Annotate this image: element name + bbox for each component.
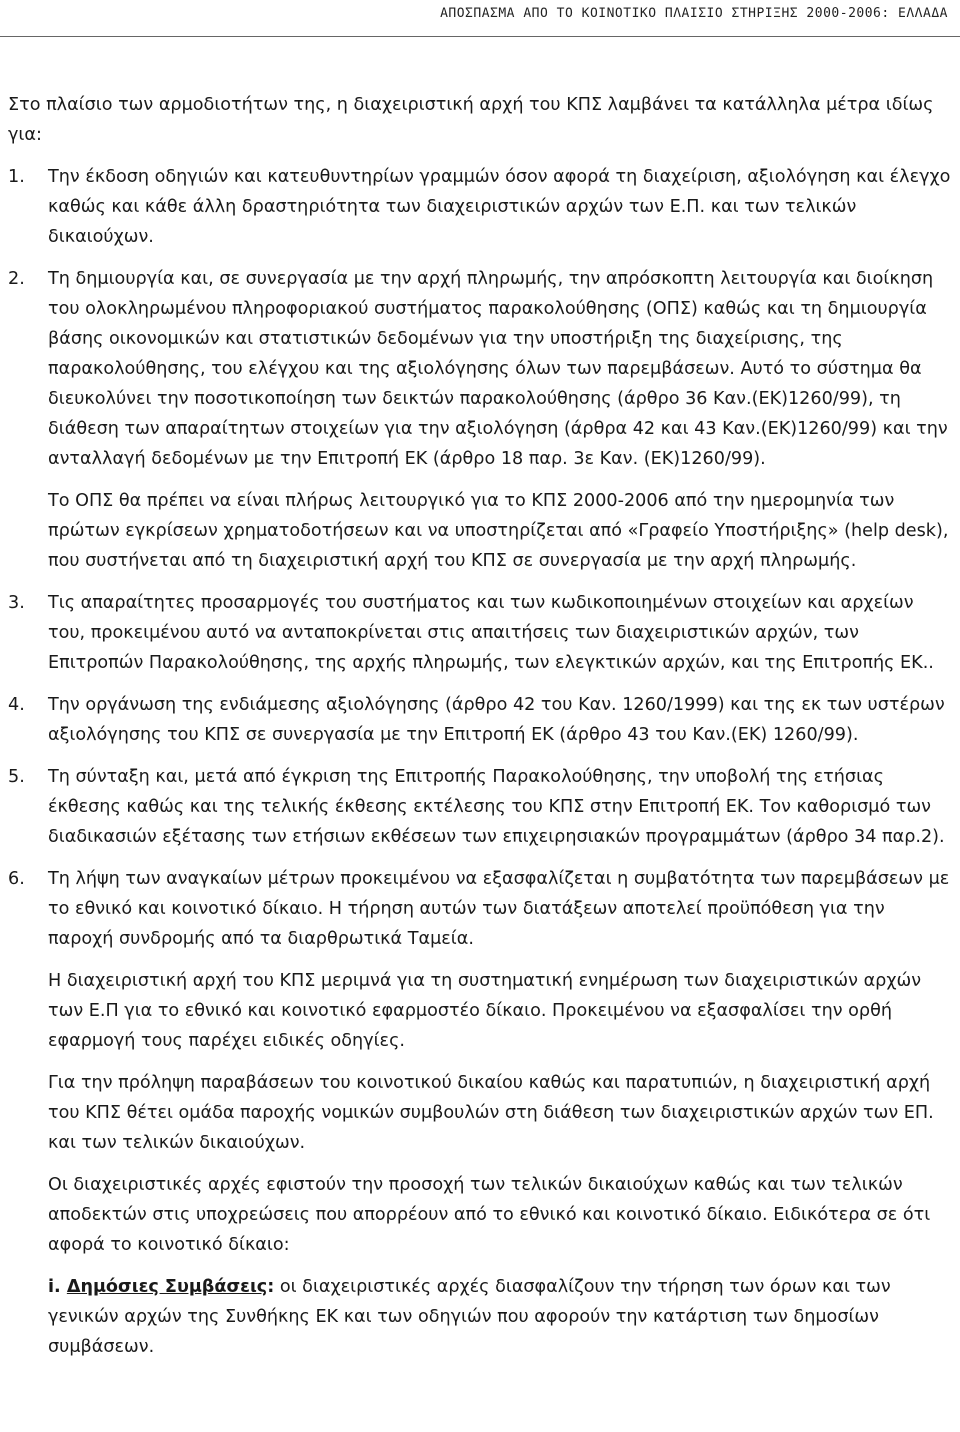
public-contracts-colon: : — [267, 1277, 275, 1297]
list-item-5 — [8, 762, 953, 852]
public-contracts-heading: Δημόσιες Συμβάσεις — [66, 1277, 268, 1297]
public-contracts-text: οι διαχειριστικές αρχές διασφαλίζουν την τήρηση των όρων και των γενικών αρχών της Συνθήκης ΕΚ και των οδηγιών που αφορούν την κατάρτιση των δημοσίων συμβάσεων. — [48, 1277, 891, 1357]
list-item-3 — [8, 588, 953, 678]
item-2-subparagraph: Το ΟΠΣ θα πρέπει να είναι πλήρως λειτουργικό για το ΚΠΣ 2000-2006 από την ημερομηνία των πρώτων εγκρίσεων χρηματοδοτήσεων και να υποστηρίζεται από «Γραφείο Υποστήριξης» (help desk), που συστήνεται από τη διαχειριστική αρχή του ΚΠΣ σε συνεργασία με την αρχή πληρωμής. — [48, 491, 949, 571]
item-number: 3. — [8, 593, 25, 613]
public-contracts-item — [8, 1272, 953, 1362]
paragraph-obligations: Οι διαχειριστικές αρχές εφιστούν την προσοχή των τελικών δικαιούχων καθώς και των τελικών αποδεκτών στις υποχρεώσεις που απορρέουν από το εθνικό και κοινοτικό δίκαιο. Ειδικότερα σε ότι αφορά το κοινοτικό δίκαιο: — [48, 1175, 931, 1255]
item-number: 6. — [8, 869, 25, 889]
public-contracts-prefix: i. — [48, 1277, 67, 1297]
header-rule — [0, 36, 960, 37]
item-number: 5. — [8, 767, 25, 787]
document-body — [8, 90, 953, 1374]
item-text: Την οργάνωση της ενδιάμεσης αξιολόγησης (άρθρο 42 του Καν. 1260/1999) και της εκ των υστέρων αξιολόγησης του ΚΠΣ σε συνεργασία με την Επιτροπή ΕΚ (άρθρο 43 του Καν.(ΕΚ) 1260/99). — [48, 695, 945, 745]
paragraph-legal-updates: Η διαχειριστική αρχή του ΚΠΣ μεριμνά για τη συστηματική ενημέρωση των διαχειριστικών αρχών των Ε.Π για το εθνικό και κοινοτικό εφαρμοστέο δίκαιο. Προκειμένου να εξασφαλίσει την ορθή εφαρμογή τους παρέχει ειδικές οδηγίες. — [48, 971, 922, 1051]
intro-paragraph: Στο πλαίσιο των αρμοδιοτήτων της, η διαχειριστική αρχή του ΚΠΣ λαμβάνει τα κατάλληλα μέτρα ιδίως για: — [8, 95, 934, 145]
paragraph-legal-advice: Για την πρόληψη παραβάσεων του κοινοτικού δικαίου καθώς και παρατυπιών, η διαχειριστική αρχή του ΚΠΣ θέτει ομάδα παροχής νομικών συμβουλών στη διάθεση των διαχειριστικών αρχών των ΕΠ. και των τελικών δικαιούχων. — [48, 1073, 934, 1153]
item-text: Την έκδοση οδηγιών και κατευθυντηρίων γραμμών όσον αφορά τη διαχείριση, αξιολόγηση και έλεγχο καθώς και κάθε άλλη δραστηριότητα των διαχειριστικών αρχών των Ε.Π. και των τελικών δικαιούχων. — [48, 167, 951, 247]
item-number: 1. — [8, 167, 25, 187]
item-text: Τη δημιουργία και, σε συνεργασία με την αρχή πληρωμής, την απρόσκοπτη λειτουργία και διοίκηση του ολοκληρωμένου πληροφοριακού συστήματος παρακολούθησης (ΟΠΣ) καθώς και τη δημιουργία βάσης οικονομικών και στατιστικών δεδομένων για την υποστήριξη της διαχείρισης, της παρακολούθησης, του ελέγχου και της αξιολόγησης όλων των παρεμβάσεων. Αυτό το σύστημα θα διευκολύνει την ποσοτικοποίηση των δεικτών παρακολούθησης (άρθρο 36 Καν.(ΕΚ)1260/99), τη διάθεση των απαραίτητων στοιχείων για την αξιολόγηση (άρθρα 42 και 43 Καν.(ΕΚ)1260/99) και την ανταλλαγή δεδομένων με την Επιτροπή ΕΚ (άρθρο 18 παρ. 3ε Καν. (ΕΚ)1260/99). — [48, 269, 948, 469]
document-header: ΑΠΟΣΠΑΣΜΑ ΑΠΟ ΤΟ ΚΟΙΝΟΤΙΚΟ ΠΛΑΙΣΙΟ ΣΤΗΡΙΞΗΣ 2000-2006: ΕΛΛΑΔΑ — [440, 6, 948, 21]
list-item-4 — [8, 690, 953, 750]
list-item-2 — [8, 264, 953, 474]
list-item-1 — [8, 162, 953, 252]
item-number: 2. — [8, 269, 25, 289]
list-item-6 — [8, 864, 953, 954]
item-text: Τις απαραίτητες προσαρμογές του συστήματος και των κωδικοποιημένων στοιχείων και αρχείων του, προκειμένου αυτό να ανταποκρίνεται στις απαιτήσεις των διαχειριστικών αρχών, των Επιτροπών Παρακολούθησης, της αρχής πληρωμής, των ελεγκτικών αρχών, και της Επιτροπής ΕΚ.. — [48, 593, 934, 673]
item-text: Τη λήψη των αναγκαίων μέτρων προκειμένου να εξασφαλίζεται η συμβατότητα των παρεμβάσεων με το εθνικό και κοινοτικό δίκαιο. Η τήρηση αυτών των διατάξεων αποτελεί προϋπόθεση για την παροχή συνδρομής από τα διαρθρωτικά Ταμεία. — [48, 869, 950, 949]
item-text: Τη σύνταξη και, μετά από έγκριση της Επιτροπής Παρακολούθησης, την υποβολή της ετήσιας έκθεσης καθώς και της τελικής έκθεσης εκτέλεσης του ΚΠΣ στην Επιτροπή ΕΚ. Τον καθορισμό των διαδικασιών εξέτασης των ετήσιων εκθέσεων των επιχειρησιακών προγραμμάτων (άρθρο 34 παρ.2). — [48, 767, 945, 847]
item-number: 4. — [8, 695, 25, 715]
